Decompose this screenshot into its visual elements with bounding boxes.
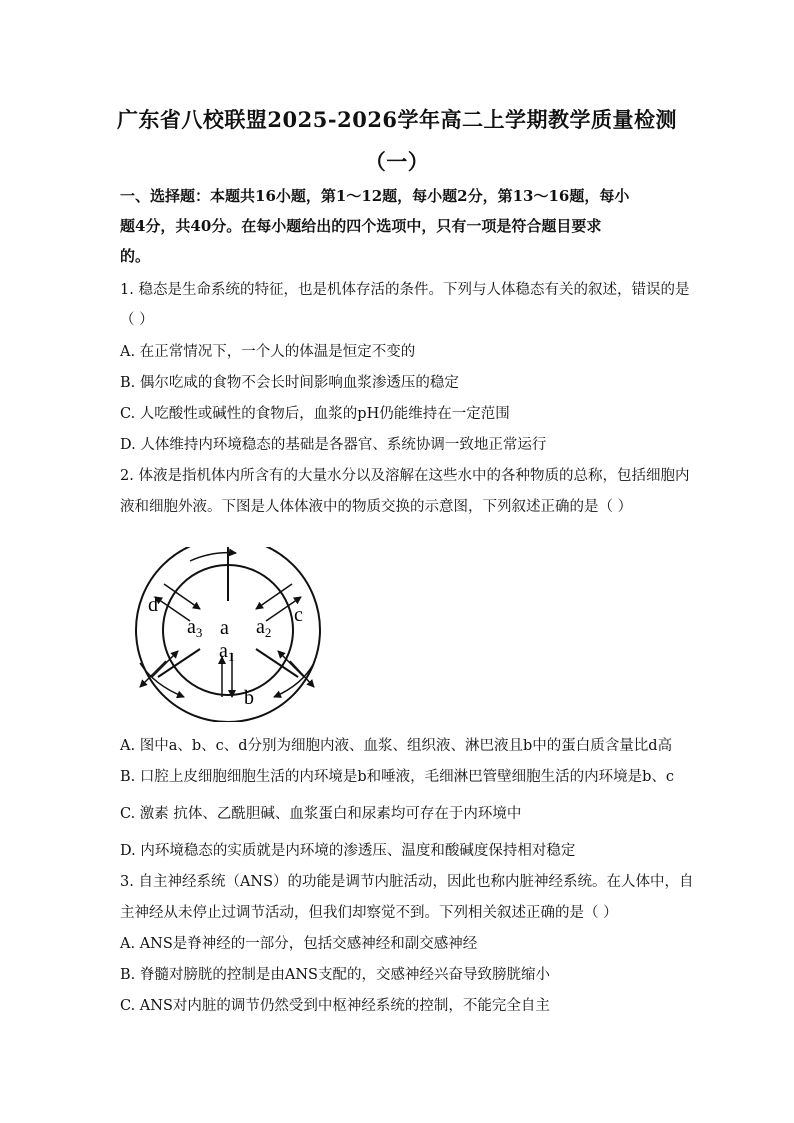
q2-option-c: C. 激素 抗体、乙酰胆碱、血浆蛋白和尿素均可存在于内环境中 xyxy=(120,806,522,822)
label-d: d xyxy=(148,594,158,616)
arrow-a3-to-d xyxy=(155,597,190,621)
q2-option-a: A. 图中a、b、c、d分别为细胞内液、血浆、组织液、淋巴液且b中的蛋白质含量比d高 xyxy=(120,738,673,754)
q1-option-a: A. 在正常情况下，一个人的体温是恒定不变的 xyxy=(120,344,416,360)
q2-option-d: D. 内环境稳态的实质就是内环境的渗透压、温度和酸碱度保持相对稳定 xyxy=(120,843,576,859)
q2-option-b: B. 口腔上皮细胞细胞生活的内环境是b和唾液，毛细淋巴管壁细胞生活的内环境是b、c xyxy=(120,769,675,785)
q1-answer-blank: （ ） xyxy=(120,312,154,328)
body-fluid-exchange-diagram xyxy=(128,547,328,722)
arrow-c-to-a2 xyxy=(256,584,292,609)
q3-option-a: A. ANS是脊神经的一部分，包括交感神经和副交感神经 xyxy=(120,936,478,952)
q3-stem-line1: 3. 自主神经系统（ANS）的功能是调节内脏活动，因此也称内脏神经系统。在人体中，自 xyxy=(120,874,694,890)
q2-stem-line2: 液和细胞外液。下图是人体体液中的物质交换的示意图，下列叙述正确的是（ ） xyxy=(120,499,633,515)
exam-title-suffix: （一） xyxy=(364,149,430,174)
q3-stem-line2: 主神经从未停止过调节活动，但我们却察觉不到。下列相关叙述正确的是（ ） xyxy=(120,905,618,921)
arrow-top xyxy=(190,553,236,561)
q1-option-b: B. 偶尔吃咸的食物不会长时间影响血浆渗透压的稳定 xyxy=(120,375,459,391)
section-instructions-line3: 的。 xyxy=(120,247,151,265)
arrow-d-to-a3 xyxy=(164,584,200,609)
q1-stem: 1. 稳态是生命系统的特征，也是机体存活的条件。下列与人体稳态有关的叙述，错误的是 xyxy=(120,282,690,298)
q1-option-d: D. 人体维持内环境稳态的基础是各器官、系统协调一致地正常运行 xyxy=(120,437,547,453)
label-a2: $a_2$ xyxy=(256,616,272,640)
label-a3: $a_3$ xyxy=(187,616,203,640)
q2-stem-line1: 2. 体液是指机体内所含有的大量水分以及溶解在这些水中的各种物质的总称，包括细胞内 xyxy=(120,468,690,484)
q3-option-c: C. ANS对内脏的调节仍然受到中枢神经系统的控制，不能完全自主 xyxy=(120,998,550,1014)
label-b: b xyxy=(244,687,254,709)
label-c: c xyxy=(294,604,303,626)
label-a1: $a_1$ xyxy=(219,640,235,664)
q1-option-c: C. 人吃酸性或碱性的食物后，血浆的pH仍能维持在一定范围 xyxy=(120,406,510,422)
q3-option-b: B. 脊髓对膀胱的控制是由ANS支配的，交感神经兴奋导致膀胱缩小 xyxy=(120,967,550,983)
exam-title: 广东省八校联盟2025-2026学年高二上学期教学质量检测 xyxy=(116,107,678,132)
section-instructions-line1: 一、选择题：本题共16小题，第1～12题，每小题2分，第13～16题，每小 xyxy=(120,187,630,205)
label-a: a xyxy=(220,617,229,639)
section-instructions-line2: 题4分，共40分。在每小题给出的四个选项中，只有一项是符合题目要求 xyxy=(120,217,602,235)
